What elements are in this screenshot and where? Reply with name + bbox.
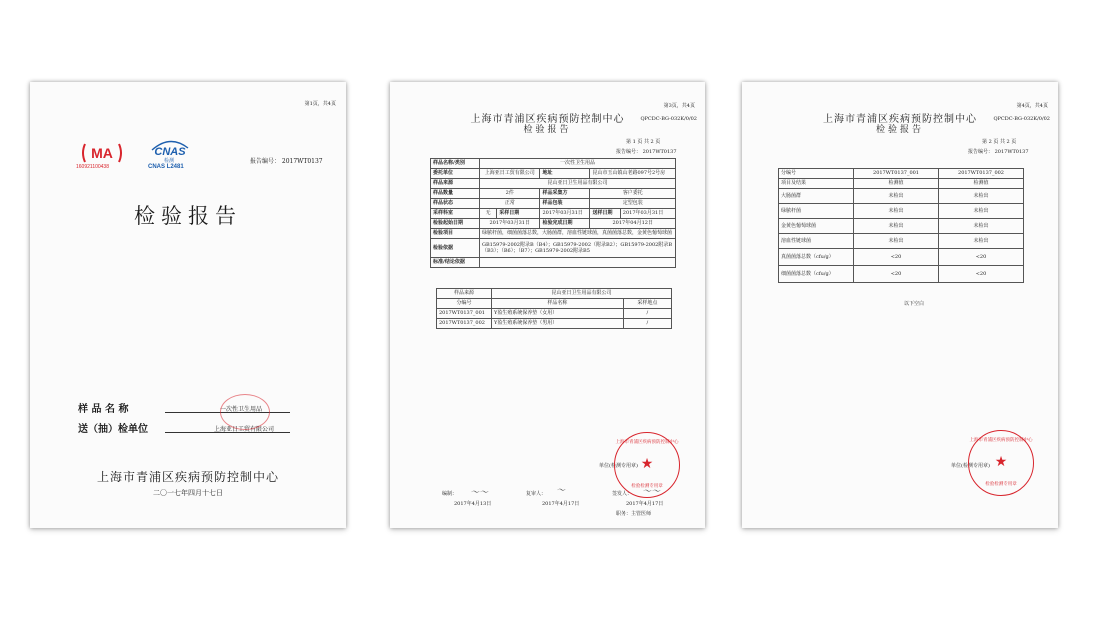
inner-sample-table: 样品来源 昆山亚日卫生用品有限公司 分编号 样品名称 采样地点 2017WT0137_001 Y盈生殖系统保养垫（女用） / 2017WT0137_002 Y盈生殖系统保养垫（男用） / [436,288,672,329]
sign1-date: 2017年4月13日 [454,501,492,507]
stamp-label: 单位(检测专用章) [599,463,638,469]
blank-note: 以下空白 [904,301,925,307]
sign3-label: 签发人： [612,491,633,497]
page-count: 第 1 页 共 2 页 [626,139,661,145]
cnas-logo [148,140,192,174]
cnas-code: CNAS L2481 [148,164,184,170]
results-table: 分编号 2017WT0137_001 2017WT0137_002 项目及结果 检测值 检测值 大肠菌群 未检出 未检出 绿脓杆菌 未检出 未检出 金黄色葡萄球菌 未检出 未检出 溶血性链球菌 未检出 未检出 真菌菌落总数（cfu/g） <20 <20 细菌菌落总数（cfu/g） <20 <20 [778,168,1024,283]
page-number: 第3页，共4页 [663,103,695,109]
sub-header: 检验报告 [523,125,572,135]
report-number: 报告编号： 2017WT0137 [968,149,1029,155]
sub-header: 检验报告 [875,125,924,135]
report-number: 报告编号： 2017WT0137 [616,149,677,155]
stamp-label: 单位(检测专用章) [951,463,990,469]
official-stamp: 上海市青浦区疾病预防控制中心 ★ 检验检测专用章 [968,430,1034,496]
report-number: 报告编号： 2017WT0137 [250,158,323,165]
report-detail-page [390,82,705,528]
cnas-sub: 检测 [164,158,175,164]
sign3-date: 2017年4月17日 [626,501,664,507]
official-stamp: 上海市青浦区疾病预防控制中心 ★ 检验检测专用章 [614,432,680,498]
sample-name-label: 样 品 名 称 [78,404,129,415]
svg-text:MA: MA [91,145,113,161]
client-label: 送（抽）检单位 [78,424,148,435]
org-header: 上海市青浦区疾病预防控制中心 [470,114,625,125]
page-number: 第4页，共4页 [1016,103,1048,109]
sign2-label: 复审人： [526,491,547,497]
page-number: 第1页，共4页 [304,101,336,107]
signature-1: 〜〜 [470,488,489,498]
red-stamp [220,394,270,430]
signature-2: 〜 [556,486,566,496]
cnas-text: CNAS [154,146,186,158]
cma-code: 160921100438 [76,164,109,170]
form-code: QPCDC-BG-032K/0/02 [640,116,697,122]
sample-info-table: 样品名称/类别 一次性卫生用品 委托单位 上海亚日工贸有限公司 地址 昆山市玉山镇山老路097号2号房 样品来源 昆山亚日卫生用品有限公司 样品数量 2件 样品采集方 客户委托 样品状态 正常 样品包装 定型包装 采样科室 无 采样日期 2017年03月31日 送样日期 2017年03月31日 检验起始日期 2017年03月31日 检验完成日期 2017年04月12日 检验项目 绿脓杆菌，细菌菌落总数，大肠菌群，溶血性链球菌，真菌菌落总数，金黄色葡萄球菌 检验依据 GB15979-2002附录B（B4）；GB15979-2002（附录B2）；GB15979-2002附录B（B3）；（B6）；（B7）；GB15979-2002附录B5 标准/结论依据 [430,158,676,268]
signature-3: 〜〜 [642,487,661,497]
sign2-date: 2017年4月17日 [542,501,580,507]
page-count: 第 2 页 共 2 页 [982,139,1017,145]
sample-name-value: 一次性卫生用品 [220,406,263,413]
report-title: 检验报告 [134,204,242,228]
signer-role: 职务：主管医师 [616,511,652,517]
form-code: QPCDC-BG-032K/0/02 [993,116,1050,122]
org-name: 上海市青浦区疾病预防控制中心 [96,470,279,484]
cma-logo [76,142,122,170]
report-cover-page [30,82,346,528]
report-date: 二〇一七年四月十七日 [153,489,223,497]
org-header: 上海市青浦区疾病预防控制中心 [823,114,977,125]
client-value: 上海亚日工贸有限公司 [214,426,275,433]
sign1-label: 编制： [442,491,458,497]
report-results-page [742,82,1058,528]
